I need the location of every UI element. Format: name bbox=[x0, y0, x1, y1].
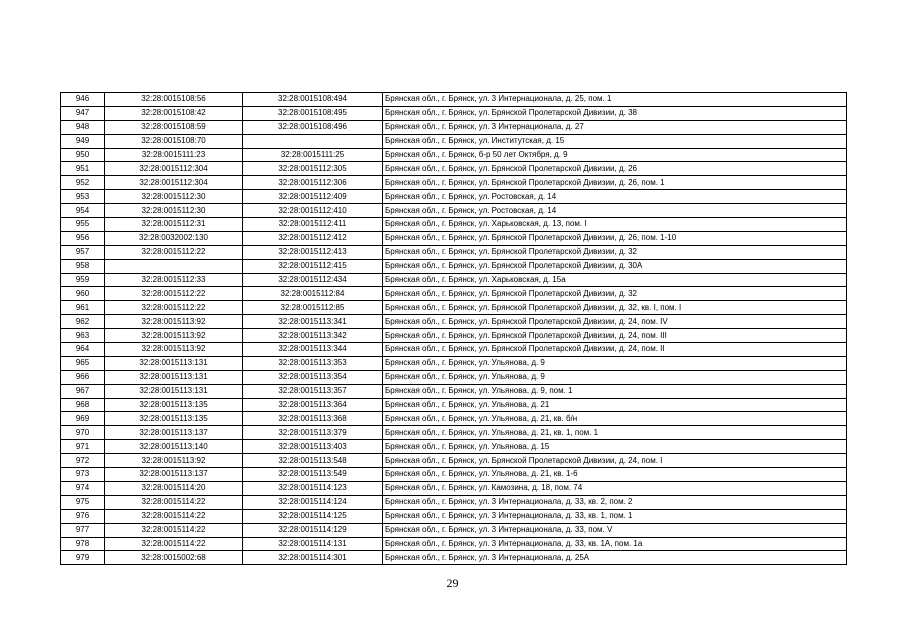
table-row bbox=[61, 273, 847, 287]
building-cadastral-number-cell: 32:28:0015112:412 bbox=[243, 231, 383, 245]
address-cell: Брянская обл., г. Брянск, ул. Брянской Пролетарской Дивизии, д. 32 bbox=[383, 287, 847, 301]
row-number-cell: 958 bbox=[61, 259, 105, 273]
row-number-cell: 954 bbox=[61, 204, 105, 218]
cadastral-number-cell: 32:28:0015113:92 bbox=[105, 329, 243, 343]
cadastral-number-cell: 32:28:0015113:131 bbox=[105, 370, 243, 384]
table-row bbox=[61, 134, 847, 148]
row-number-cell: 946 bbox=[61, 93, 105, 107]
cadastral-number-cell: 32:28:0015113:92 bbox=[105, 454, 243, 468]
table-row bbox=[61, 245, 847, 259]
building-cadastral-number-cell bbox=[243, 134, 383, 148]
address-cell: Брянская обл., г. Брянск, ул. Ростовская, д. 14 bbox=[383, 190, 847, 204]
building-cadastral-number-cell: 32:28:0015114:129 bbox=[243, 523, 383, 537]
cadastral-number-cell: 32:28:0015114:22 bbox=[105, 523, 243, 537]
cadastral-number-cell: 32:28:0015112:304 bbox=[105, 162, 243, 176]
building-cadastral-number-cell: 32:28:0015112:85 bbox=[243, 301, 383, 315]
building-cadastral-number-cell: 32:28:0015112:409 bbox=[243, 190, 383, 204]
table-row bbox=[61, 468, 847, 482]
address-cell: Брянская обл., г. Брянск, ул. Харьковская, д. 13, пом. I bbox=[383, 218, 847, 232]
address-cell: Брянская обл., г. Брянск, ул. 3 Интернационала, д. 33, кв. 1А, пом. 1а bbox=[383, 537, 847, 551]
cadastral-number-cell: 32:28:0015112:22 bbox=[105, 287, 243, 301]
address-cell: Брянская обл., г. Брянск, ул. Ульянова, д. 15 bbox=[383, 440, 847, 454]
row-number-cell: 977 bbox=[61, 523, 105, 537]
row-number-cell: 971 bbox=[61, 440, 105, 454]
table-row bbox=[61, 204, 847, 218]
table-row bbox=[61, 398, 847, 412]
row-number-cell: 979 bbox=[61, 551, 105, 565]
cadastral-number-cell: 32:28:0015113:137 bbox=[105, 468, 243, 482]
row-number-cell: 972 bbox=[61, 454, 105, 468]
address-cell: Брянская обл., г. Брянск, ул. Ульянова, д. 9, пом. 1 bbox=[383, 384, 847, 398]
table-row bbox=[61, 315, 847, 329]
table-row bbox=[61, 551, 847, 565]
address-cell: Брянская обл., г. Брянск, ул. 3 Интернационала, д. 33, кв. 1, пом. 1 bbox=[383, 509, 847, 523]
row-number-cell: 976 bbox=[61, 509, 105, 523]
row-number-cell: 968 bbox=[61, 398, 105, 412]
building-cadastral-number-cell: 32:28:0015113:357 bbox=[243, 384, 383, 398]
building-cadastral-number-cell: 32:28:0015113:403 bbox=[243, 440, 383, 454]
address-cell: Брянская обл., г. Брянск, ул. Брянской Пролетарской Дивизии, д. 30А bbox=[383, 259, 847, 273]
address-cell: Брянская обл., г. Брянск, ул. Ульянова, д. 21, кв. 1, пом. 1 bbox=[383, 426, 847, 440]
table-row bbox=[61, 162, 847, 176]
building-cadastral-number-cell: 32:28:0015108:495 bbox=[243, 106, 383, 120]
building-cadastral-number-cell: 32:28:0015113:341 bbox=[243, 315, 383, 329]
cadastral-number-cell: 32:28:0015002:68 bbox=[105, 551, 243, 565]
row-number-cell: 951 bbox=[61, 162, 105, 176]
address-cell: Брянская обл., г. Брянск, ул. Брянской Пролетарской Дивизии, д. 24, пом. II bbox=[383, 343, 847, 357]
row-number-cell: 959 bbox=[61, 273, 105, 287]
building-cadastral-number-cell: 32:28:0015114:124 bbox=[243, 495, 383, 509]
address-cell: Брянская обл., г. Брянск, ул. Брянской Пролетарской Дивизии, д. 32 bbox=[383, 245, 847, 259]
cadastral-number-cell: 32:28:0015113:140 bbox=[105, 440, 243, 454]
table-row bbox=[61, 440, 847, 454]
building-cadastral-number-cell: 32:28:0015112:434 bbox=[243, 273, 383, 287]
table-row bbox=[61, 426, 847, 440]
table-row bbox=[61, 509, 847, 523]
page-number: 29 bbox=[446, 576, 459, 590]
cadastral-number-cell: 32:28:0015108:42 bbox=[105, 106, 243, 120]
address-cell: Брянская обл., г. Брянск, ул. 3 Интернационала, д. 33, пом. V bbox=[383, 523, 847, 537]
row-number-cell: 960 bbox=[61, 287, 105, 301]
address-cell: Брянская обл., г. Брянск, ул. Брянской Пролетарской Дивизии, д. 24, пом. I bbox=[383, 454, 847, 468]
address-cell: Брянская обл., г. Брянск, ул. Ульянова, д. 9 bbox=[383, 356, 847, 370]
table-row bbox=[61, 93, 847, 107]
row-number-cell: 969 bbox=[61, 412, 105, 426]
table-row bbox=[61, 231, 847, 245]
table-row bbox=[61, 176, 847, 190]
address-cell: Брянская обл., г. Брянск, ул. 3 Интернационала, д. 25, пом. 1 bbox=[383, 93, 847, 107]
row-number-cell: 975 bbox=[61, 495, 105, 509]
cadastral-number-cell: 32:28:0015113:131 bbox=[105, 384, 243, 398]
cadastral-number-cell: 32:28:0015112:30 bbox=[105, 190, 243, 204]
table-row bbox=[61, 481, 847, 495]
table-row bbox=[61, 370, 847, 384]
table-row bbox=[61, 523, 847, 537]
address-cell: Брянская обл., г. Брянск, ул. Харьковская, д. 15а bbox=[383, 273, 847, 287]
table-row bbox=[61, 343, 847, 357]
address-cell: Брянская обл., г. Брянск, ул. Ростовская, д. 14 bbox=[383, 204, 847, 218]
cadastral-number-cell: 32:28:0015108:59 bbox=[105, 120, 243, 134]
row-number-cell: 962 bbox=[61, 315, 105, 329]
row-number-cell: 963 bbox=[61, 329, 105, 343]
cadastral-number-cell: 32:28:0015112:30 bbox=[105, 204, 243, 218]
row-number-cell: 974 bbox=[61, 481, 105, 495]
cadastral-number-cell: 32:28:0015112:33 bbox=[105, 273, 243, 287]
row-number-cell: 961 bbox=[61, 301, 105, 315]
address-cell: Брянская обл., г. Брянск, ул. 3 Интернационала, д. 33, кв. 2, пом. 2 bbox=[383, 495, 847, 509]
building-cadastral-number-cell: 32:28:0015113:344 bbox=[243, 343, 383, 357]
cadastral-number-cell: 32:28:0015114:20 bbox=[105, 481, 243, 495]
building-cadastral-number-cell: 32:28:0015112:410 bbox=[243, 204, 383, 218]
row-number-cell: 970 bbox=[61, 426, 105, 440]
building-cadastral-number-cell: 32:28:0015108:494 bbox=[243, 93, 383, 107]
address-cell: Брянская обл., г. Брянск, ул. Брянской Пролетарской Дивизии, д. 24, пом. IV bbox=[383, 315, 847, 329]
building-cadastral-number-cell: 32:28:0015114:301 bbox=[243, 551, 383, 565]
table-row bbox=[61, 495, 847, 509]
address-cell: Брянская обл., г. Брянск, ул. 3 Интернационала, д. 27 bbox=[383, 120, 847, 134]
address-cell: Брянская обл., г. Брянск, ул. Ульянова, д. 9 bbox=[383, 370, 847, 384]
building-cadastral-number-cell: 32:28:0015108:496 bbox=[243, 120, 383, 134]
cadastral-number-cell: 32:28:0015114:22 bbox=[105, 509, 243, 523]
address-cell: Брянская обл., г. Брянск, ул. Брянской Пролетарской Дивизии, д. 38 bbox=[383, 106, 847, 120]
address-cell: Брянская обл., г. Брянск, ул. Брянской Пролетарской Дивизии, д. 26, пом. 1 bbox=[383, 176, 847, 190]
row-number-cell: 948 bbox=[61, 120, 105, 134]
building-cadastral-number-cell: 32:28:0015112:84 bbox=[243, 287, 383, 301]
cadastral-number-cell: 32:28:0015108:70 bbox=[105, 134, 243, 148]
building-cadastral-number-cell: 32:28:0015114:131 bbox=[243, 537, 383, 551]
building-cadastral-number-cell: 32:28:0015114:123 bbox=[243, 481, 383, 495]
table-row bbox=[61, 190, 847, 204]
cadastral-number-cell: 32:28:0015113:135 bbox=[105, 412, 243, 426]
address-cell: Брянская обл., г. Брянск, ул. Ульянова, д. 21, кв. 1-6 bbox=[383, 468, 847, 482]
cadastral-number-cell: 32:28:0015113:131 bbox=[105, 356, 243, 370]
building-cadastral-number-cell: 32:28:0015113:353 bbox=[243, 356, 383, 370]
address-cell: Брянская обл., г. Брянск, ул. Ульянова, д. 21, кв. б/н bbox=[383, 412, 847, 426]
row-number-cell: 956 bbox=[61, 231, 105, 245]
row-number-cell: 953 bbox=[61, 190, 105, 204]
cadastral-number-cell: 32:28:0015114:22 bbox=[105, 537, 243, 551]
row-number-cell: 950 bbox=[61, 148, 105, 162]
building-cadastral-number-cell: 32:28:0015113:368 bbox=[243, 412, 383, 426]
building-cadastral-number-cell: 32:28:0015113:549 bbox=[243, 468, 383, 482]
building-cadastral-number-cell: 32:28:0015112:411 bbox=[243, 218, 383, 232]
cadastral-number-cell: 32:28:0015108:56 bbox=[105, 93, 243, 107]
cadastral-number-cell: 32:28:0015114:22 bbox=[105, 495, 243, 509]
cadastral-number-cell: 32:28:0015112:22 bbox=[105, 245, 243, 259]
address-cell: Брянская обл., г. Брянск, ул. Брянской Пролетарской Дивизии, д. 32, кв. I, пом. I bbox=[383, 301, 847, 315]
row-number-cell: 955 bbox=[61, 218, 105, 232]
row-number-cell: 978 bbox=[61, 537, 105, 551]
table-body bbox=[61, 93, 847, 565]
row-number-cell: 966 bbox=[61, 370, 105, 384]
building-cadastral-number-cell: 32:28:0015111:25 bbox=[243, 148, 383, 162]
address-cell: Брянская обл., г. Брянск, ул. 3 Интернационала, д. 25А bbox=[383, 551, 847, 565]
row-number-cell: 964 bbox=[61, 343, 105, 357]
building-cadastral-number-cell: 32:28:0015113:548 bbox=[243, 454, 383, 468]
address-cell: Брянская обл., г. Брянск, ул. Брянской Пролетарской Дивизии, д. 24, пом. III bbox=[383, 329, 847, 343]
cadastral-number-cell: 32:28:0015112:31 bbox=[105, 218, 243, 232]
building-cadastral-number-cell: 32:28:0015113:379 bbox=[243, 426, 383, 440]
table-row bbox=[61, 537, 847, 551]
table-row bbox=[61, 454, 847, 468]
building-cadastral-number-cell: 32:28:0015112:415 bbox=[243, 259, 383, 273]
cadastral-number-cell: 32:28:0015113:135 bbox=[105, 398, 243, 412]
cadastral-number-cell: 32:28:0015111:23 bbox=[105, 148, 243, 162]
table-row bbox=[61, 106, 847, 120]
table-row bbox=[61, 287, 847, 301]
table-row bbox=[61, 301, 847, 315]
cadastral-number-cell: 32:28:0015112:304 bbox=[105, 176, 243, 190]
cadastral-number-cell: 32:28:0032002:130 bbox=[105, 231, 243, 245]
cadastral-number-cell: 32:28:0015113:137 bbox=[105, 426, 243, 440]
row-number-cell: 973 bbox=[61, 468, 105, 482]
table-row bbox=[61, 412, 847, 426]
row-number-cell: 967 bbox=[61, 384, 105, 398]
row-number-cell: 947 bbox=[61, 106, 105, 120]
table-row bbox=[61, 218, 847, 232]
cadastral-number-cell: 32:28:0015113:92 bbox=[105, 315, 243, 329]
table-row bbox=[61, 356, 847, 370]
building-cadastral-number-cell: 32:28:0015112:306 bbox=[243, 176, 383, 190]
address-cell: Брянская обл., г. Брянск, ул. Институтская, д. 15 bbox=[383, 134, 847, 148]
table-row bbox=[61, 120, 847, 134]
address-cell: Брянская обл., г. Брянск, ул. Камозина, д. 18, пом. 74 bbox=[383, 481, 847, 495]
cadastral-number-cell bbox=[105, 259, 243, 273]
address-cell: Брянская обл., г. Брянск, ул. Брянской Пролетарской Дивизии, д. 26 bbox=[383, 162, 847, 176]
table-row bbox=[61, 384, 847, 398]
row-number-cell: 949 bbox=[61, 134, 105, 148]
building-cadastral-number-cell: 32:28:0015114:125 bbox=[243, 509, 383, 523]
row-number-cell: 952 bbox=[61, 176, 105, 190]
table-row bbox=[61, 259, 847, 273]
cadastral-number-cell: 32:28:0015112:22 bbox=[105, 301, 243, 315]
building-cadastral-number-cell: 32:28:0015113:342 bbox=[243, 329, 383, 343]
building-cadastral-number-cell: 32:28:0015113:354 bbox=[243, 370, 383, 384]
building-cadastral-number-cell: 32:28:0015112:413 bbox=[243, 245, 383, 259]
row-number-cell: 965 bbox=[61, 356, 105, 370]
address-cell: Брянская обл., г. Брянск, ул. Ульянова, д. 21 bbox=[383, 398, 847, 412]
building-cadastral-number-cell: 32:28:0015113:364 bbox=[243, 398, 383, 412]
building-cadastral-number-cell: 32:28:0015112:305 bbox=[243, 162, 383, 176]
property-table bbox=[60, 92, 847, 565]
table-row bbox=[61, 148, 847, 162]
address-cell: Брянская обл., г. Брянск, б-р 50 лет Октября, д. 9 bbox=[383, 148, 847, 162]
table-row bbox=[61, 329, 847, 343]
cadastral-number-cell: 32:28:0015113:92 bbox=[105, 343, 243, 357]
row-number-cell: 957 bbox=[61, 245, 105, 259]
address-cell: Брянская обл., г. Брянск, ул. Брянской Пролетарской Дивизии, д. 26, пом. 1-10 bbox=[383, 231, 847, 245]
